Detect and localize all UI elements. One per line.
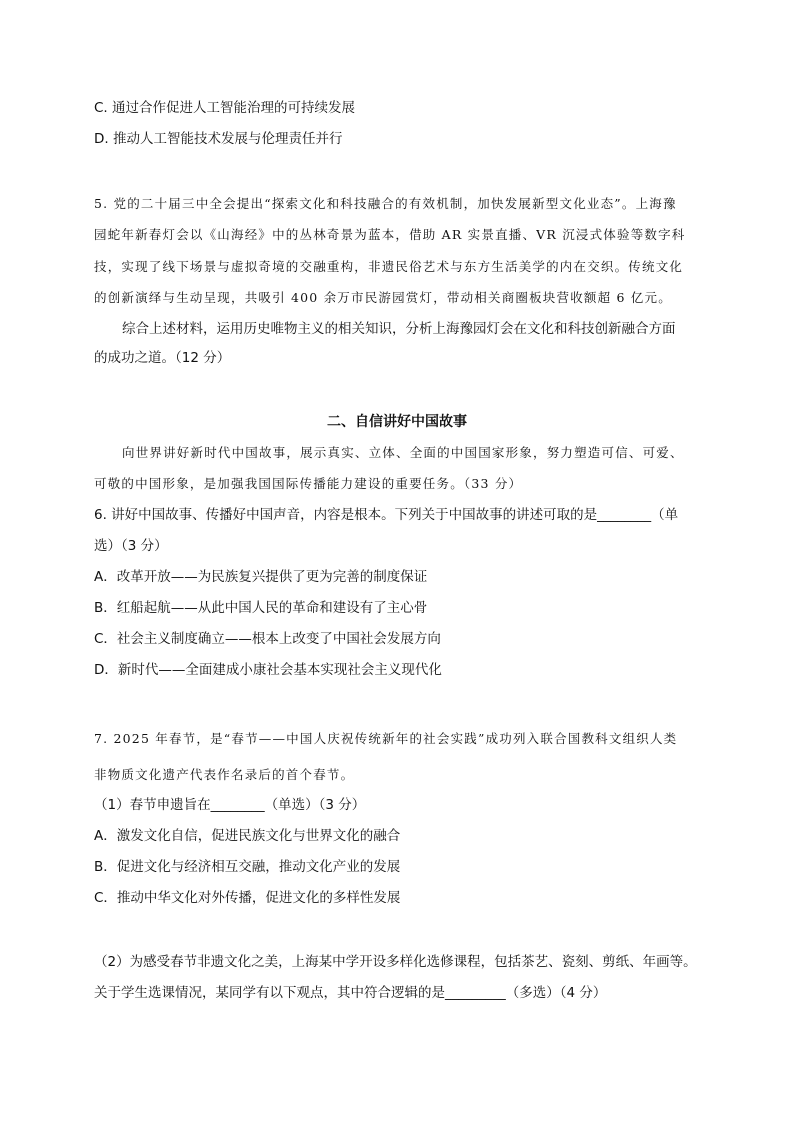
q5-question-line-2: 的成功之道。（12 分） <box>94 350 231 366</box>
section-heading: 二、自信讲好中国故事 <box>327 414 467 430</box>
q7-stem-line-2: 非物质文化遗产代表作名录后的首个春节。 <box>94 767 355 782</box>
q6-stem-line-2: 选）（3 分） <box>94 538 168 554</box>
q6-option-a: A．改革开放——为民族复兴提供了更为完善的制度保证 <box>94 569 428 585</box>
q5-material-line-2: 园蛇年新春灯会以《山海经》中的丛林奇景为蓝本，借助 AR 实景直播、VR 沉浸式体验等数字科 <box>94 227 686 242</box>
q7-stem-line-1: 7. 2025 年春节，是“春节——中国人庆祝传统新年的社会实践”成功列入联合国教科文组织人类 <box>94 731 678 746</box>
q7-sub2-stem-line-2: 关于学生选课情况，某同学有以下观点，其中符合逻辑的是_________（多选）（4 分） <box>94 985 607 1001</box>
q7-sub1-option-a: A．激发文化自信，促进民族文化与世界文化的融合 <box>94 828 401 844</box>
q7-sub1-option-c: C．推动中华文化对外传播，促进文化的多样性发展 <box>94 890 401 906</box>
q5-material-line-1: 5. 党的二十届三中全会提出“探索文化和科技融合的有效机制，加快发展新型文化业态”。上海豫 <box>94 196 677 211</box>
q6-stem-line-1: 6. 讲好中国故事、传播好中国声音，内容是根本。下列关于中国故事的讲述可取的是________（单 <box>94 507 679 523</box>
q5-material-line-4: 的创新演绎与生动呈现，共吸引 400 余万市民游园赏灯，带动相关商圈板块营收额超 6 亿元。 <box>94 290 672 305</box>
q4-option-c: C. 通过合作促进人工智能治理的可持续发展 <box>94 100 356 116</box>
q7-sub1-option-b: B．促进文化与经济相互交融，推动文化产业的发展 <box>94 859 401 875</box>
section-intro-line-2: 可敬的中国形象，是加强我国国际传播能力建设的重要任务。（33 分） <box>94 476 523 491</box>
q5-question-line-1: 综合上述材料，运用历史唯物主义的相关知识，分析上海豫园灯会在文化和科技创新融合方面 <box>122 321 676 337</box>
section-intro-line-1: 向世界讲好新时代中国故事，展示真实、立体、全面的中国国家形象，努力塑造可信、可爱、 <box>122 445 684 460</box>
q6-option-b: B．红船起航——从此中国人民的革命和建设有了主心骨 <box>94 600 428 616</box>
q4-option-d: D. 推动人工智能技术发展与伦理责任并行 <box>94 131 343 147</box>
q5-material-line-3: 技，实现了线下场景与虚拟奇境的交融重构，非遗民俗艺术与东方生活美学的内在交织。传统文化 <box>94 259 684 274</box>
q7-sub1-stem: （1）春节申遗旨在________（单选）（3 分） <box>94 797 366 813</box>
q7-sub2-stem-line-1: （2）为感受春节非遗文化之美，上海某中学开设多样化选修课程，包括茶艺、瓷刻、剪纸、年画等。 <box>94 954 697 970</box>
q6-option-c: C．社会主义制度确立——根本上改变了中国社会发展方向 <box>94 631 441 647</box>
q6-option-d: D．新时代——全面建成小康社会基本实现社会主义现代化 <box>94 662 442 678</box>
